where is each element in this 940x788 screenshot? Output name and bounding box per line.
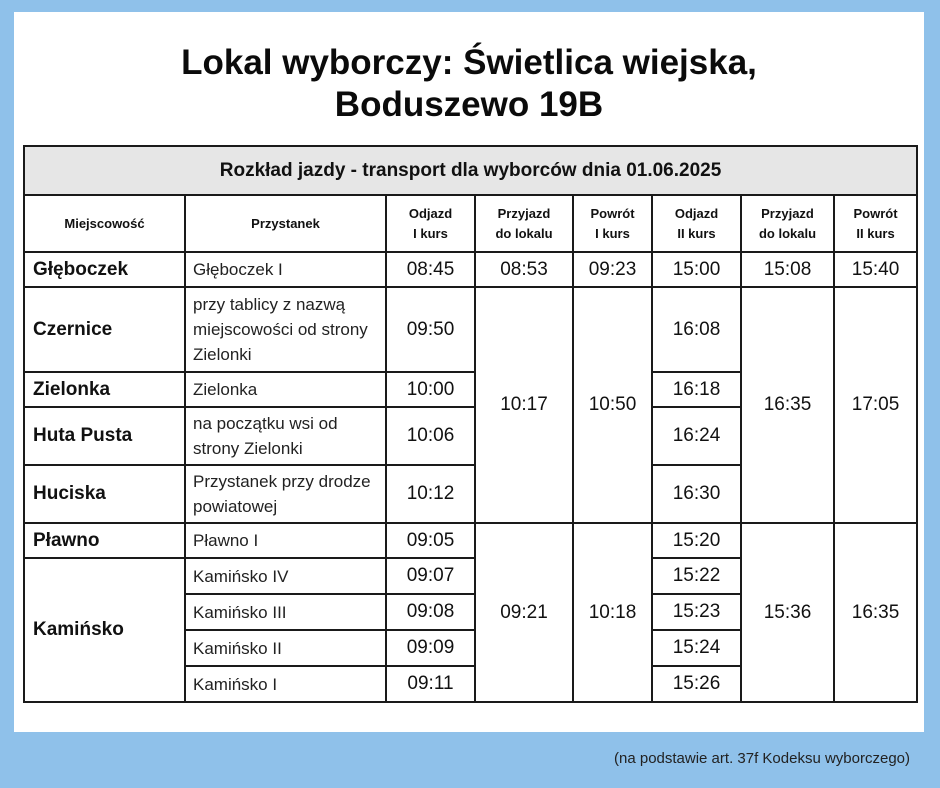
header-stop: Przystanek: [185, 195, 386, 252]
town-cell: Czernice: [24, 287, 185, 372]
dep2-cell: 16:24: [652, 407, 741, 465]
title-line-1: Lokal wyborczy: Świetlica wiejska,: [181, 43, 757, 82]
header-ret2: Powrót II kurs: [834, 195, 917, 252]
dep1-cell: 09:07: [386, 558, 475, 594]
dep2-cell: 15:23: [652, 594, 741, 630]
header-dep1: Odjazd I kurs: [386, 195, 475, 252]
stop-cell: przy tablicy z nazwą miejscowości od strony Zielonki: [185, 287, 386, 372]
arr2-merged-cell: 16:35: [741, 287, 834, 523]
stop-cell: Kamińsko IV: [185, 558, 386, 594]
dep2-cell: 15:26: [652, 666, 741, 702]
stop-cell: Pławno I: [185, 523, 386, 558]
dep1-cell: 09:05: [386, 523, 475, 558]
arr1-merged-cell: 09:21: [475, 523, 573, 702]
dep1-cell: 10:12: [386, 465, 475, 523]
ret2-merged-cell: 17:05: [834, 287, 917, 523]
stop-cell: Kamińsko I: [185, 666, 386, 702]
town-cell: Huciska: [24, 465, 185, 523]
ret1-cell: 09:23: [573, 252, 652, 287]
ret1-merged-cell: 10:50: [573, 287, 652, 523]
arr1-cell: 08:53: [475, 252, 573, 287]
stop-cell: Zielonka: [185, 372, 386, 407]
dep2-cell: 16:18: [652, 372, 741, 407]
dep1-cell: 09:11: [386, 666, 475, 702]
dep2-cell: 16:08: [652, 287, 741, 372]
dep1-cell: 08:45: [386, 252, 475, 287]
dep2-cell: 15:20: [652, 523, 741, 558]
dep2-cell: 15:22: [652, 558, 741, 594]
table-caption: Rozkład jazdy - transport dla wyborców dnia 01.06.2025: [24, 146, 917, 195]
ret1-merged-cell: 10:18: [573, 523, 652, 702]
arr1-merged-cell: 10:17: [475, 287, 573, 523]
header-ret1: Powrót I kurs: [573, 195, 652, 252]
dep1-cell: 09:50: [386, 287, 475, 372]
dep1-cell: 10:06: [386, 407, 475, 465]
town-cell: Kamińsko: [24, 558, 185, 702]
dep1-cell: 10:00: [386, 372, 475, 407]
dep1-cell: 09:08: [386, 594, 475, 630]
page-title: [14, 42, 924, 126]
header-town: Miejscowość: [24, 195, 185, 252]
header-arr1: Przyjazd do lokalu: [475, 195, 573, 252]
stop-cell: Przystanek przy drodze powiatowej: [185, 465, 386, 523]
legal-footnote: (na podstawie art. 37f Kodeksu wyborczego): [614, 750, 910, 767]
town-cell: Głęboczek: [24, 252, 185, 287]
table-row: [24, 523, 917, 558]
table-row: [24, 252, 917, 287]
table-row: [24, 287, 917, 372]
header-arr2: Przyjazd do lokalu: [741, 195, 834, 252]
arr2-merged-cell: 15:36: [741, 523, 834, 702]
dep2-cell: 15:00: [652, 252, 741, 287]
ret2-cell: 15:40: [834, 252, 917, 287]
town-cell: Pławno: [24, 523, 185, 558]
ret2-merged-cell: 16:35: [834, 523, 917, 702]
schedule-card: [14, 12, 924, 732]
header-dep2: Odjazd II kurs: [652, 195, 741, 252]
dep2-cell: 15:24: [652, 630, 741, 666]
arr2-cell: 15:08: [741, 252, 834, 287]
title-line-2: Boduszewo 19B: [334, 85, 604, 124]
schedule-table: [23, 145, 918, 703]
stop-cell: Kamińsko II: [185, 630, 386, 666]
stop-cell: Kamińsko III: [185, 594, 386, 630]
stop-cell: Głęboczek I: [185, 252, 386, 287]
town-cell: Zielonka: [24, 372, 185, 407]
stop-cell: na początku wsi od strony Zielonki: [185, 407, 386, 465]
dep2-cell: 16:30: [652, 465, 741, 523]
dep1-cell: 09:09: [386, 630, 475, 666]
town-cell: Huta Pusta: [24, 407, 185, 465]
